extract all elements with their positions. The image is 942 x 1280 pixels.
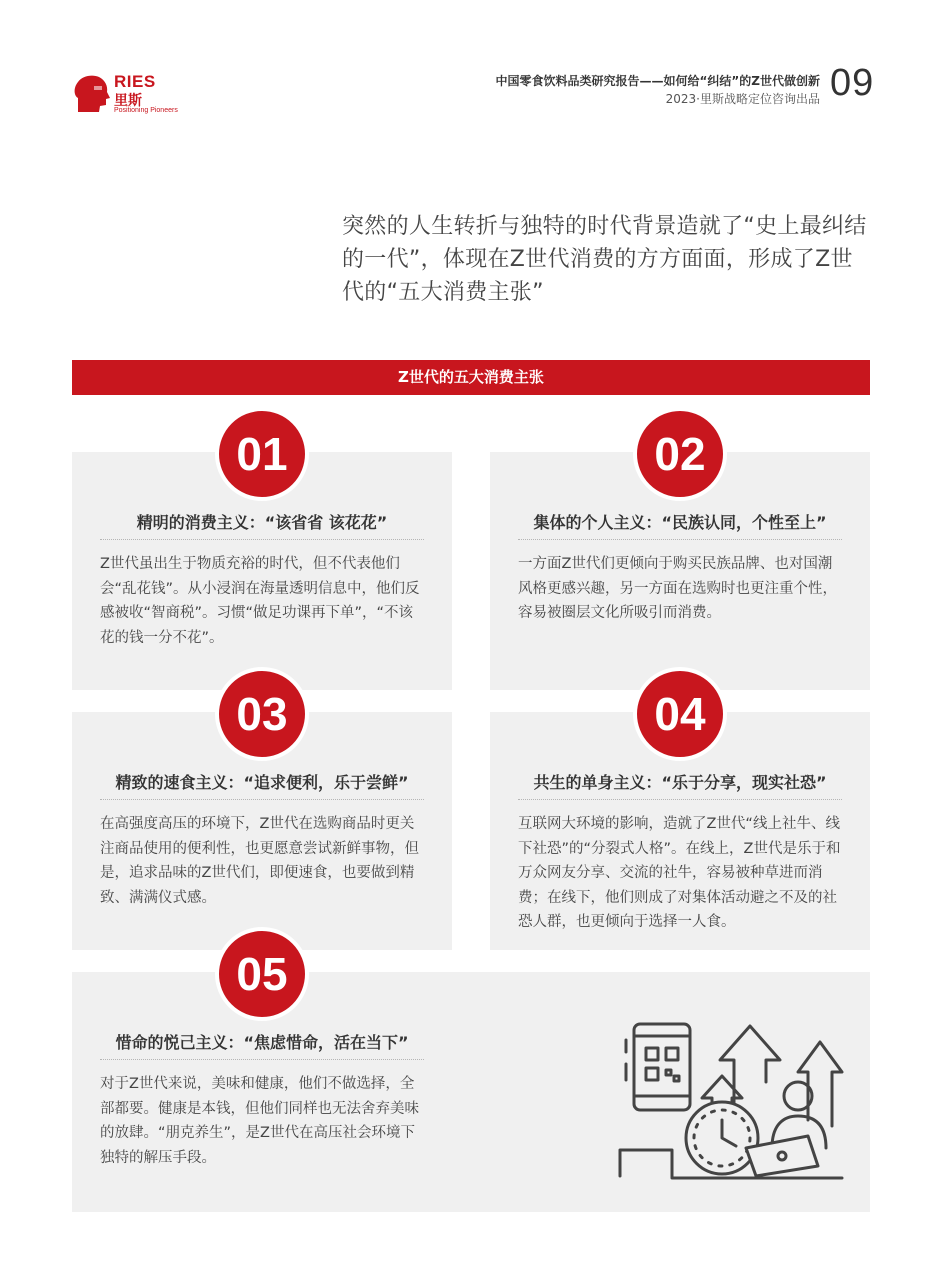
clock-icon — [686, 1102, 758, 1174]
card-number-badge: 05 — [215, 927, 309, 1021]
section-banner: Z世代的五大消费主张 — [72, 360, 870, 395]
page-number: 09 — [830, 62, 875, 104]
card-title: 惜命的悦己主义：“焦虑惜命，活在当下” — [115, 1033, 409, 1052]
card-body: 对于Z世代来说，美味和健康，他们不做选择，全部都要。健康是本钱，但他们同样也无法舍弃美味的放肆。“朋克养生”，是Z世代在高压社会环境下独特的解压手段。 — [100, 1076, 419, 1166]
report-title: 中国零食饮料品类研究报告——如何给“纠结”的Z世代做创新 — [495, 74, 820, 88]
head-silhouette-icon — [72, 72, 112, 114]
card-body: 在高强度高压的环境下，Z世代在选购商品时更关注商品使用的便利性，也更愿意尝试新鲜事物，但是，追求品味的Z世代们，即便速食，也要做到精致、满满仪式感。 — [100, 816, 419, 906]
card-divider — [518, 539, 842, 540]
card-divider — [100, 799, 424, 800]
card-divider — [518, 799, 842, 800]
card-body: Z世代虽出生于物质充裕的时代，但不代表他们会“乱花钱”。从小浸润在海量透明信息中，他们反感被收“智商税”。习惯“做足功课再下单”，“不该花的钱一分不花”。 — [100, 556, 420, 646]
card-title: 精明的消费主义：“该省省 该花花” — [136, 513, 388, 532]
card-divider — [100, 539, 424, 540]
consumer-growth-illustration — [612, 1000, 848, 1185]
logo-brand: RIES — [114, 72, 156, 91]
card-body: 互联网大环境的影响，造就了Z世代“线上社牛、线下社恐”的“分裂式人格”。在线上，Z世代是乐于和万众网友分享、交流的社牛，容易被种草进而消费；在线下，他们则成了对集体活动避之不及的社恐人群，也更倾向于选择一人食。 — [518, 816, 841, 930]
logo-tagline: Positioning Pioneers — [114, 107, 178, 114]
card-title: 共生的单身主义：“乐于分享，现实社恐” — [533, 773, 827, 792]
phone-qr-icon — [626, 1024, 690, 1110]
logo-name: 里斯 — [114, 93, 142, 109]
card-title: 精致的速食主义：“追求便利，乐于尝鲜” — [115, 773, 409, 792]
card-divider — [100, 1059, 424, 1060]
card-number-badge: 04 — [633, 667, 727, 761]
card-number-badge: 01 — [215, 407, 309, 501]
intro-paragraph: 突然的人生转折与独特的时代背景造就了“史上最纠结的一代”，体现在Z世代消费的方方面面，形成了Z世代的“五大消费主张” — [342, 214, 867, 305]
ries-logo — [72, 70, 192, 118]
report-subtitle: 2023·里斯战略定位咨询出品 — [665, 92, 820, 106]
card-number-badge: 02 — [633, 407, 727, 501]
card-number-badge: 03 — [215, 667, 309, 761]
card-body: 一方面Z世代们更倾向于购买民族品牌、也对国潮风格更感兴趣，另一方面在选购时也更注重个性，容易被圈层文化所吸引而消费。 — [518, 556, 837, 621]
card-title: 集体的个人主义：“民族认同，个性至上” — [533, 513, 827, 532]
